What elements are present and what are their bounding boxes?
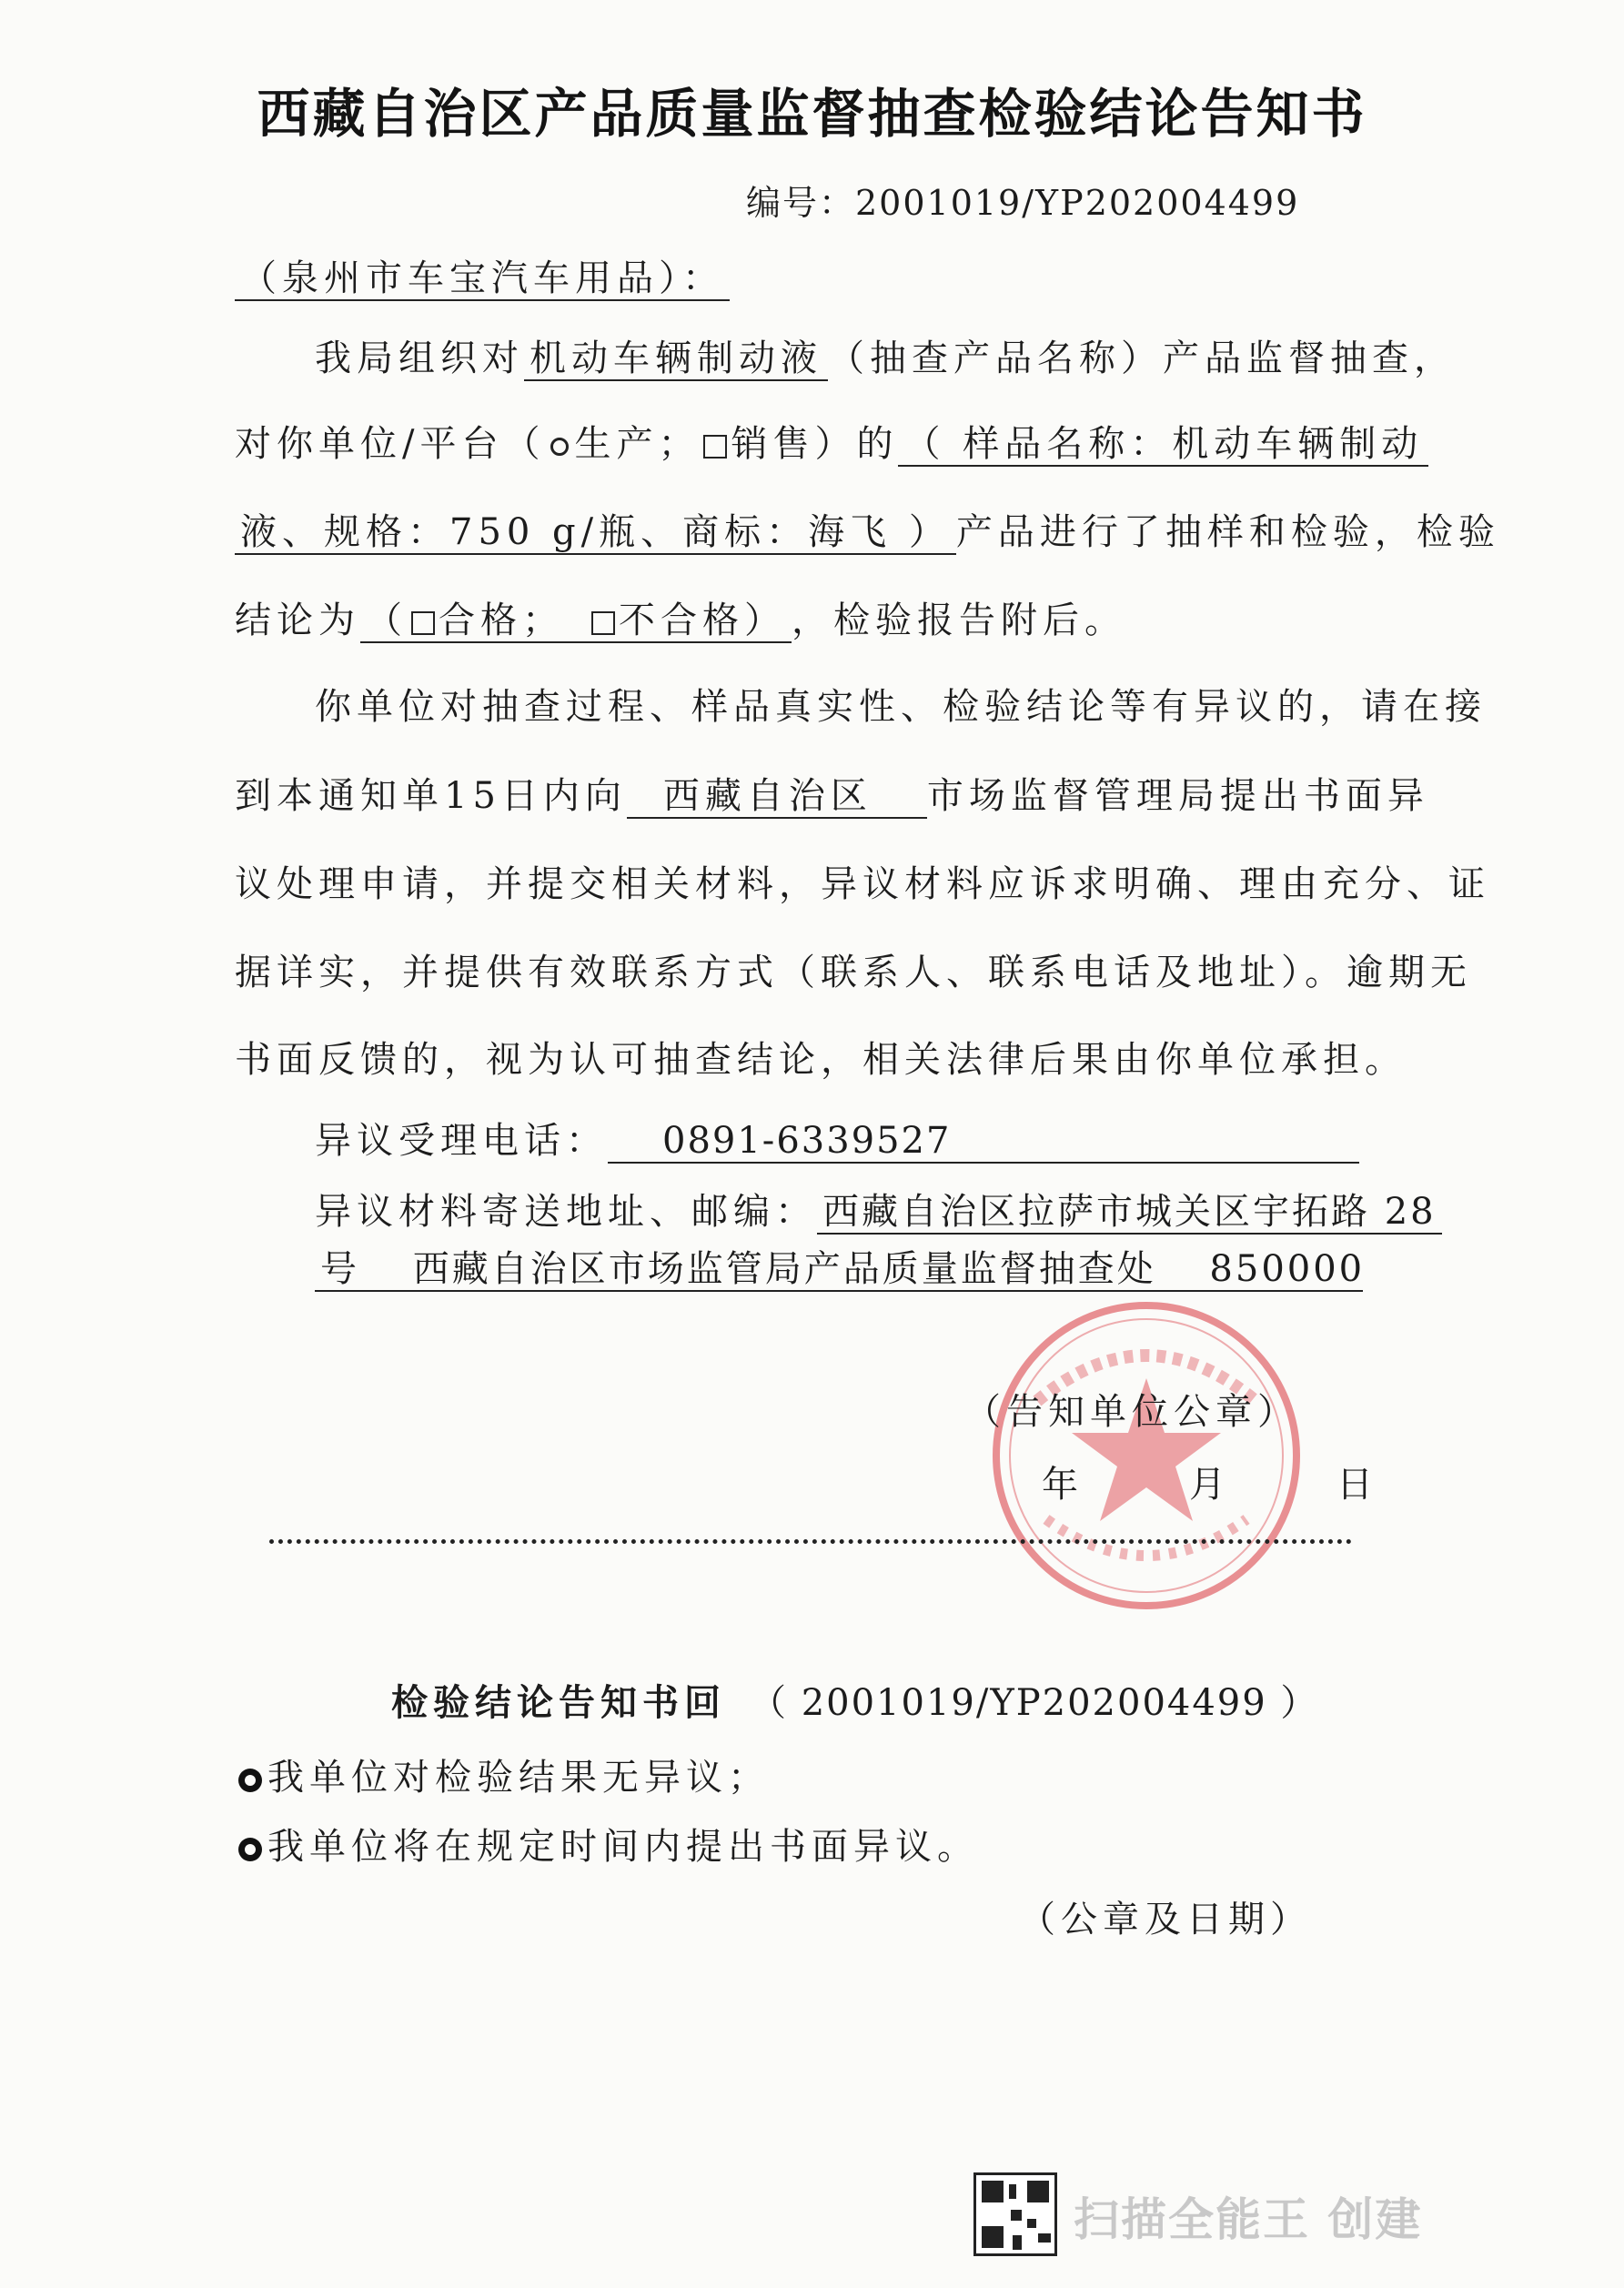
recipient-name: （泉州市车宝汽车用品）： [235,257,730,301]
address-line1: 异议材料寄送地址、邮编： 西藏自治区拉萨市城关区宇拓路 28 [315,1183,1442,1235]
address-value-part1: 西藏自治区拉萨市城关区宇拓路 28 [817,1191,1442,1235]
document-number: 编号：2001019/YP202004499 [746,183,1300,223]
para1-line1: 我局组织对 机动车辆制动液 （抽查产品名称）产品监督抽查， [315,338,1456,379]
para2-line5: 书面反馈的，视为认可抽查结论，相关法律后果由你单位承担。 [235,1039,1407,1081]
phone-line: 异议受理电话： 0891-6339527 [315,1112,1359,1164]
bullet-icon [238,1838,262,1861]
sale-checkbox-icon [703,435,727,459]
receipt-option-objection: 我单位将在规定时间内提出书面异议。 [238,1818,979,1870]
receipt-title: 检验结论告知书回 [391,1681,726,1724]
tear-off-divider [269,1539,1352,1544]
qr-code-icon [973,2172,1057,2256]
para2-line4: 据详实，并提供有效联系方式（联系人、联系电话及地址）。逾期无 [235,952,1472,993]
receipt-number: （ 2001019/YP202004499 ） [768,1682,1319,1724]
document-title: 西藏自治区产品质量监督抽查检验结论告知书 [257,83,1367,145]
para1-line2: 对你单位/平台（ 生产； 销售）的 （ 样品名称：机动车辆制动 [235,415,1428,467]
para2-line1: 你单位对抽查过程、样品真实性、检验结论等有异议的，请在接 [315,686,1487,728]
bullet-icon [238,1769,262,1792]
fail-checkbox-icon [591,611,615,635]
brand-text: 扫描全能王 创建 [1074,2193,1423,2246]
para1-line4: 结论为 （ 合格； 不合格） ，检验报告附后。 [235,600,1126,641]
product-name: 机动车辆制动液 [524,338,828,381]
pass-checkbox-icon [411,611,435,635]
para1-line3: 液、规格：750 g/瓶、商标：海飞 ） 产品进行了抽样和检验，检验 [235,503,1500,555]
production-check-icon [550,438,569,456]
address-line2 [315,1248,1366,1292]
phone-number: 0891-6339527 [608,1120,1359,1164]
seal-label: （告知单位公章） [964,1391,1299,1433]
receipt-seal-date: （公章及日期） [1019,1899,1312,1940]
recipient-line [235,257,730,301]
para2-line3: 议处理申请，并提交相关材料，异议材料应诉求明确、理由充分、证 [235,863,1490,905]
sample-info-part2: 液、规格：750 g/瓶、商标：海飞 ） [235,511,956,555]
address-value-part2: 号 西藏自治区市场监管局产品质量监督抽查处 850000 [315,1248,1363,1292]
para2-line2: 到本通知单15日内向 西藏自治区 市场监督管理局提出书面异 [235,775,1429,817]
conclusion-options: （ 合格； 不合格） [360,600,792,643]
date-label: 年 月 日 [1042,1464,1386,1506]
receipt-option-no-objection: 我单位对检验结果无异议； [238,1749,770,1800]
receipt-header [391,1674,1318,1726]
sample-info-part1: （ 样品名称：机动车辆制动 [898,423,1428,467]
authority-name: 西藏自治区 [627,775,927,819]
